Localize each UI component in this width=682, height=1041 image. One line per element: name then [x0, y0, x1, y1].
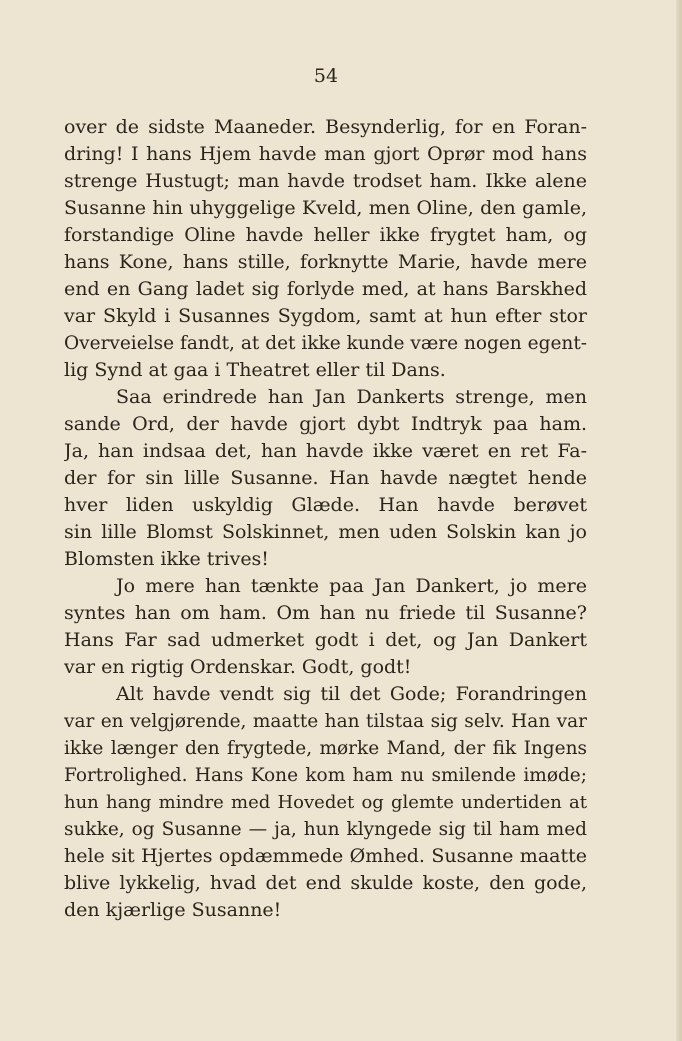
text-line: Hans Far sad udmerket godt i det, og Jan Dankert	[64, 629, 587, 651]
text-line: Overveielse fandt, at det ikke kunde være nogen egent-	[64, 333, 587, 354]
text-line: syntes han om ham. Om han nu friede til Susanne?	[64, 602, 587, 624]
text-line: Alt havde vendt sig til det Gode; Forandringen	[116, 683, 587, 705]
page-edge-shadow	[676, 0, 682, 1041]
text-line: var en rigtig Ordenskar. Godt, godt!	[64, 656, 412, 678]
text-line: forstandige Oline havde heller ikke frygtet ham, og	[64, 224, 587, 246]
text-line: end en Gang ladet sig forlyde med, at hans Barskhed	[64, 278, 587, 300]
text-line: strenge Hustugt; man havde trodset ham. Ikke alene	[64, 170, 587, 192]
text-line: hele sit Hjertes opdæmmede Ømhed. Susanne maatte	[64, 845, 587, 867]
text-line: over de sidste Maaneder. Besynderlig, for en Foran-	[64, 116, 587, 138]
text-line: sukke, og Susanne — ja, hun klyngede sig til ham med	[64, 819, 587, 840]
text-line: Fortrolighed. Hans Kone kom ham nu smilende imøde;	[64, 765, 587, 786]
text-line: Susanne hin uhyggelige Kveld, men Oline, den gamle,	[64, 197, 587, 219]
text-line: dring! I hans Hjem havde man gjort Oprør mod hans	[64, 143, 587, 165]
page-number: 54	[313, 65, 339, 87]
text-line: lig Synd at gaa i Theatret eller til Dans.	[64, 359, 446, 381]
text-line: var Skyld i Susannes Sygdom, samt at hun efter stor	[64, 305, 587, 327]
text-line: sin lille Blomst Solskinnet, men uden Solskin kan jo	[64, 521, 587, 543]
text-line: hun hang mindre med Hovedet og glemte undertiden at	[64, 792, 587, 813]
text-line: blive lykkelig, hvad det end skulde koste, den gode,	[64, 872, 587, 894]
text-line: hver liden uskyldig Glæde. Han havde berøvet	[64, 494, 587, 516]
text-line: den kjærlige Susanne!	[64, 899, 282, 921]
text-line: var en velgjørende, maatte han tilstaa sig selv. Han var	[64, 711, 587, 732]
text-line: sande Ord, der havde gjort dybt Indtryk paa ham.	[64, 413, 587, 435]
body-text	[64, 114, 587, 924]
text-line: Saa erindrede han Jan Dankerts strenge, men	[116, 386, 587, 408]
text-line: hans Kone, hans stille, forknytte Marie, havde mere	[64, 251, 587, 273]
text-line: Jo mere han tænkte paa Jan Dankert, jo mere	[116, 575, 587, 597]
text-line: Ja, han indsaa det, han havde ikke været en ret Fa-	[64, 440, 587, 462]
text-line: Blomsten ikke trives!	[64, 548, 269, 570]
text-line: der for sin lille Susanne. Han havde nægtet hende	[64, 467, 587, 489]
text-line: ikke længer den frygtede, mørke Mand, der fik Ingens	[64, 738, 587, 759]
